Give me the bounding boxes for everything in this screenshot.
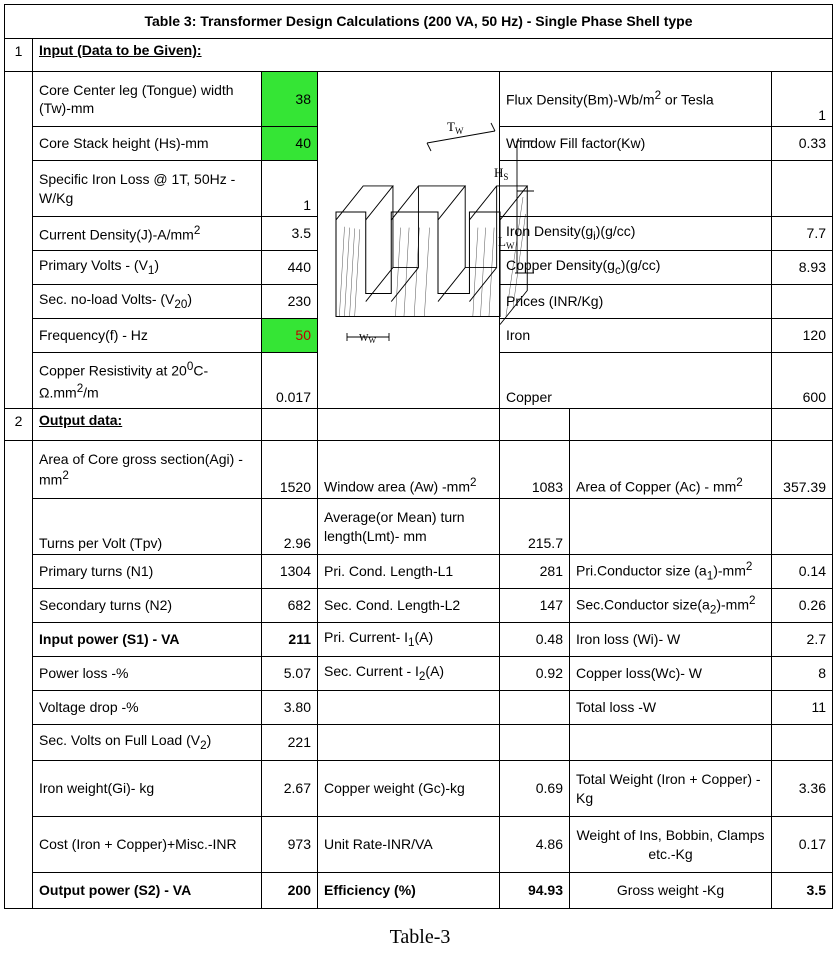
current-density-value: 3.5 (262, 217, 318, 251)
empty-cell (570, 499, 772, 555)
sec-full-load-value: 221 (262, 725, 318, 761)
empty-cell (772, 725, 833, 761)
fill-factor-value: 0.33 (772, 127, 833, 161)
cost-label: Cost (Iron + Copper)+Misc.-INR (33, 817, 262, 873)
iron-density-label: Iron $Density(g_i)(g/cc)$ (500, 217, 772, 251)
turns-per-volt-value: 2.96 (262, 499, 318, 555)
iron-loss-w-value: 2.7 (772, 623, 833, 657)
table-title: Table 3: Transformer Design Calculations (200 VA, 50 Hz) - Single Phase Shell type (5, 5, 833, 39)
core-area-value: 1520 (262, 441, 318, 499)
iron-weight-label: Iron weight(Gi)- kg (33, 761, 262, 817)
unit-rate-value: 4.86 (500, 817, 570, 873)
price-copper-value: 600 (772, 353, 833, 409)
iron-density-value: 7.7 (772, 217, 833, 251)
ins-weight-label: Weight of Ins, Bobbin, Clamps etc.-Kg (570, 817, 772, 873)
copper-density-value: 8.93 (772, 251, 833, 285)
flux-density-value: 1 (772, 72, 833, 127)
sec-size-label: Sec.Conductor $size(a_2)-mm^2$ (570, 589, 772, 623)
primary-volts-value: 440 (262, 251, 318, 285)
prices-label: Prices (INR/Kg) (500, 285, 772, 319)
empty-cell (772, 161, 833, 217)
total-loss-value: 11 (772, 691, 833, 725)
ins-weight-value: 0.17 (772, 817, 833, 873)
section-spacer (5, 441, 33, 909)
copper-area-value: 357.39 (772, 441, 833, 499)
copper-area-label: Area of Copper $(Ac) - mm^2$ (570, 441, 772, 499)
section-spacer (5, 72, 33, 409)
sec-full-load-label: Sec. Volts on Full Load $(V_2)$ (33, 725, 262, 761)
window-area-label: Window area (Aw) $-mm^2$ (318, 441, 500, 499)
output-section-header: Output data: (33, 409, 262, 441)
primary-volts-label: Primary Volts - $(V_1)$ (33, 251, 262, 285)
core-area-label: Area of Core gross section(Agi) - $mm^2$ (33, 441, 262, 499)
sec-length-label: Sec. Cond. Length-L2 (318, 589, 500, 623)
lw-label: $L_W$ (497, 233, 514, 251)
efficiency-value: 94.93 (500, 873, 570, 909)
frequency-value: 50 (262, 319, 318, 353)
input-section-header: Input (Data to be Given): (33, 39, 833, 72)
cost-value: 973 (262, 817, 318, 873)
pri-length-label: Pri. Cond. Length-L1 (318, 555, 500, 589)
empty-cell (500, 725, 570, 761)
flux-density-label: Flux $Density(Bm)-Wb/m^2$ or Tesla (500, 72, 772, 127)
empty-cell (318, 691, 500, 725)
empty-cell (318, 409, 500, 441)
voltage-drop-label: Voltage drop -% (33, 691, 262, 725)
iron-loss-w-label: Iron loss (Wi)- W (570, 623, 772, 657)
secondary-turns-label: Secondary turns (N2) (33, 589, 262, 623)
voltage-drop-value: 3.80 (262, 691, 318, 725)
tongue-width-value: 38 (262, 72, 318, 127)
pri-size-value: 0.14 (772, 555, 833, 589)
frequency-label: Frequency(f) - Hz (33, 319, 262, 353)
empty-cell (500, 161, 772, 217)
sec-current-value: 0.92 (500, 657, 570, 691)
sec-size-value: 0.26 (772, 589, 833, 623)
sec-volts-value: 230 (262, 285, 318, 319)
section-number: 1 (5, 39, 33, 72)
core-diagram-cell (318, 72, 514, 409)
input-power-value: 211 (262, 623, 318, 657)
section-number: 2 (5, 409, 33, 441)
empty-cell (772, 409, 833, 441)
output-power-value: 200 (262, 873, 318, 909)
empty-cell (772, 285, 833, 319)
total-loss-label: Total loss -W (570, 691, 772, 725)
unit-rate-label: Unit Rate-INR/VA (318, 817, 500, 873)
copper-weight-value: 0.69 (500, 761, 570, 817)
power-loss-label: Power loss -% (33, 657, 262, 691)
sec-current-label: Sec. Current - $I_2(A)$ (318, 657, 500, 691)
mean-turn-label: Average(or Mean) turn length(Lmt)- mm (318, 499, 500, 555)
current-density-label: Current $Density(J)-A/mm^2$ (33, 217, 262, 251)
resistivity-value: 0.017 (262, 353, 318, 409)
pri-size-label: Pri.Conductor size $(a_1)-mm^2$ (570, 555, 772, 589)
pri-length-value: 281 (500, 555, 570, 589)
iron-weight-value: 2.67 (262, 761, 318, 817)
tongue-width-label: Core Center leg (Tongue) width (Tw)-mm (33, 72, 262, 127)
primary-turns-label: Primary turns (N1) (33, 555, 262, 589)
window-area-value: 1083 (500, 441, 570, 499)
power-loss-value: 5.07 (262, 657, 318, 691)
empty-cell (318, 725, 500, 761)
shell-core-diagram (319, 103, 514, 373)
copper-loss-label: Copper loss(Wc)- W (570, 657, 772, 691)
turns-per-volt-label: Turns per Volt (Tpv) (33, 499, 262, 555)
ww-label: $W_W$ (358, 332, 376, 345)
total-weight-label: Total Weight (Iron + Copper) -Kg (570, 761, 772, 817)
sec-length-value: 147 (500, 589, 570, 623)
mean-turn-value: 215.7 (500, 499, 570, 555)
copper-weight-label: Copper weight (Gc)-kg (318, 761, 500, 817)
tw-label: $T_W$ (446, 118, 463, 136)
price-iron-value: 120 (772, 319, 833, 353)
total-weight-value: 3.36 (772, 761, 833, 817)
output-power-label: Output power (S2) - VA (33, 873, 262, 909)
pri-current-value: 0.48 (500, 623, 570, 657)
empty-cell (570, 725, 772, 761)
hs-label: $H_S$ (493, 164, 508, 182)
table-caption: Table-3 (389, 926, 451, 948)
price-copper-label: Copper (500, 353, 772, 409)
secondary-turns-value: 682 (262, 589, 318, 623)
empty-cell (500, 691, 570, 725)
efficiency-label: Efficiency (%) (318, 873, 500, 909)
empty-cell (500, 409, 570, 441)
iron-loss-value: 1 (262, 161, 318, 217)
stack-height-label: Core Stack height (Hs)-mm (33, 127, 262, 161)
empty-cell (772, 499, 833, 555)
copper-density-label: Copper $Density(g_c)(g/cc)$ (500, 251, 772, 285)
empty-cell (262, 409, 318, 441)
input-power-label: Input power (S1) - VA (33, 623, 262, 657)
gross-weight-label: Gross weight -Kg (570, 873, 772, 909)
resistivity-label: Copper Resistivity at $20^0C-\Omega.mm^2/m$ (33, 353, 262, 409)
copper-loss-value: 8 (772, 657, 833, 691)
iron-loss-label: Specific Iron Loss @ 1T, 50Hz - W/Kg (33, 161, 262, 217)
stack-height-value: 40 (262, 127, 318, 161)
empty-cell (570, 409, 772, 441)
price-iron-label: Iron (500, 319, 772, 353)
design-table (4, 4, 833, 909)
pri-current-label: Pri. Current- $I_1(A)$ (318, 623, 500, 657)
sec-volts-label: Sec. no-load Volts- $(V_{20})$ (33, 285, 262, 319)
fill-factor-label: Window Fill factor(Kw) (500, 127, 772, 161)
gross-weight-value: 3.5 (772, 873, 833, 909)
primary-turns-value: 1304 (262, 555, 318, 589)
